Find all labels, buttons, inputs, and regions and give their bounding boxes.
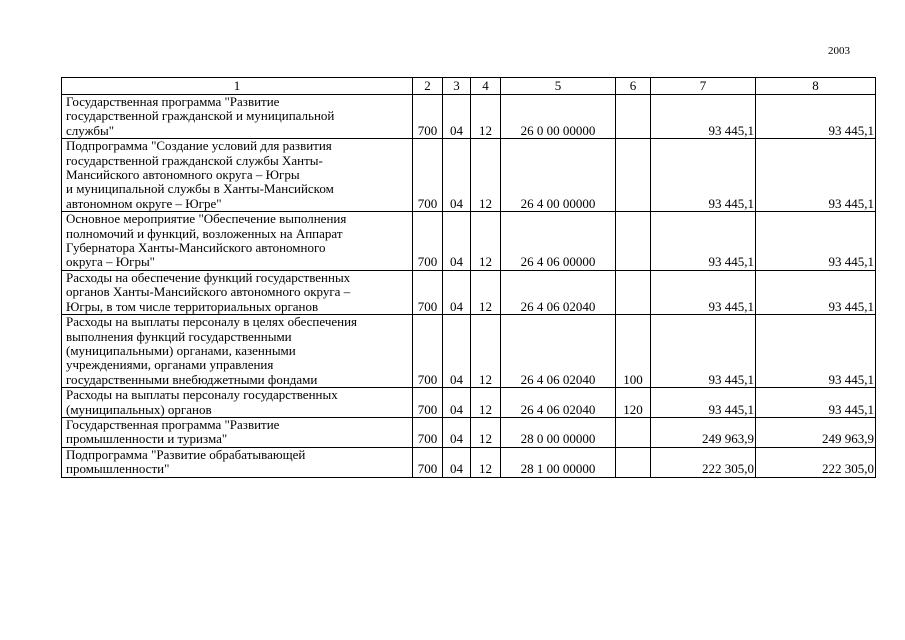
amount-col-8-cell: 93 445,1 bbox=[756, 95, 876, 139]
expense-type-code-cell bbox=[616, 417, 651, 447]
section-code-cell: 700 bbox=[413, 388, 443, 418]
column-header: 6 bbox=[616, 78, 651, 95]
row-name-cell bbox=[62, 388, 413, 418]
target-article-code-cell: 26 4 06 02040 bbox=[501, 270, 616, 314]
target-article-code-cell: 26 0 00 00000 bbox=[501, 95, 616, 139]
target-article-code-cell: 26 4 06 02040 bbox=[501, 388, 616, 418]
row-name-line: полномочий и функций, возложенных на Аппарат bbox=[66, 225, 343, 241]
column-header: 5 bbox=[501, 78, 616, 95]
row-name-line: государственными внебюджетными фондами bbox=[66, 371, 318, 387]
row-name-line: (муниципальных) органов bbox=[66, 401, 212, 417]
section-code-cell: 700 bbox=[413, 95, 443, 139]
section-code-cell: 700 bbox=[413, 139, 443, 212]
page-number: 2003 bbox=[828, 45, 850, 57]
amount-col-8-cell: 93 445,1 bbox=[756, 212, 876, 271]
table-row bbox=[62, 388, 876, 418]
amount-col-7-cell: 93 445,1 bbox=[651, 315, 756, 388]
row-name-line: округа – Югры" bbox=[66, 254, 155, 270]
target-article-code-cell: 28 1 00 00000 bbox=[501, 447, 616, 477]
subsection-code-cell: 04 bbox=[443, 417, 471, 447]
amount-col-8-cell: 249 963,9 bbox=[756, 417, 876, 447]
row-name-line: Государственная программа "Развитие bbox=[66, 94, 280, 109]
subsection-code-cell: 04 bbox=[443, 315, 471, 388]
section-code-cell: 700 bbox=[413, 270, 443, 314]
row-name-line: промышленности и туризма" bbox=[66, 431, 228, 447]
subsection-sub-code-cell: 12 bbox=[471, 212, 501, 271]
subsection-sub-code-cell: 12 bbox=[471, 270, 501, 314]
amount-col-7-cell: 93 445,1 bbox=[651, 270, 756, 314]
subsection-code-cell: 04 bbox=[443, 212, 471, 271]
row-name-line: Государственная программа "Развитие bbox=[66, 417, 280, 432]
row-name-cell bbox=[62, 139, 413, 212]
table-row bbox=[62, 417, 876, 447]
row-name-line: Расходы на выплаты персоналу государственных bbox=[66, 387, 338, 403]
column-header: 1 bbox=[62, 78, 413, 95]
row-name-cell bbox=[62, 212, 413, 271]
amount-col-8-cell: 93 445,1 bbox=[756, 388, 876, 418]
row-name-line: Югры, в том числе территориальных органов bbox=[66, 298, 319, 314]
row-name-line: (муниципальными) органами, казенными bbox=[66, 342, 296, 358]
amount-col-7-cell: 93 445,1 bbox=[651, 388, 756, 418]
table-header-row bbox=[62, 78, 876, 95]
target-article-code-cell: 26 4 06 00000 bbox=[501, 212, 616, 271]
amount-col-8-cell: 93 445,1 bbox=[756, 139, 876, 212]
subsection-code-cell: 04 bbox=[443, 139, 471, 212]
subsection-code-cell: 04 bbox=[443, 95, 471, 139]
column-header: 2 bbox=[413, 78, 443, 95]
table-row bbox=[62, 315, 876, 388]
section-code-cell: 700 bbox=[413, 417, 443, 447]
expense-type-code-cell bbox=[616, 270, 651, 314]
subsection-code-cell: 04 bbox=[443, 447, 471, 477]
budget-table bbox=[61, 77, 876, 478]
row-name-cell bbox=[62, 315, 413, 388]
amount-col-7-cell: 93 445,1 bbox=[651, 212, 756, 271]
row-name-cell bbox=[62, 270, 413, 314]
subsection-code-cell: 04 bbox=[443, 270, 471, 314]
section-code-cell: 700 bbox=[413, 447, 443, 477]
row-name-line: выполнения функций государственными bbox=[66, 328, 292, 344]
subsection-sub-code-cell: 12 bbox=[471, 95, 501, 139]
row-name-line: Расходы на выплаты персоналу в целях обеспечения bbox=[66, 314, 358, 330]
table-row bbox=[62, 447, 876, 477]
row-name-line: государственной гражданской и муниципальной bbox=[66, 108, 335, 124]
amount-col-7-cell: 93 445,1 bbox=[651, 139, 756, 212]
table-row bbox=[62, 270, 876, 314]
row-name-line: органов Ханты-Мансийского автономного округа – bbox=[66, 284, 351, 300]
amount-col-7-cell: 93 445,1 bbox=[651, 95, 756, 139]
row-name-line: Подпрограмма "Развитие обрабатывающей bbox=[66, 447, 306, 462]
row-name-line: промышленности" bbox=[66, 461, 170, 477]
column-header: 4 bbox=[471, 78, 501, 95]
row-name-line: Основное мероприятие "Обеспечение выполнения bbox=[66, 211, 347, 227]
amount-col-7-cell: 222 305,0 bbox=[651, 447, 756, 477]
column-header: 3 bbox=[443, 78, 471, 95]
row-name-line: и муниципальной службы в Ханты-Мансийском bbox=[66, 181, 334, 197]
section-code-cell: 700 bbox=[413, 315, 443, 388]
amount-col-7-cell: 249 963,9 bbox=[651, 417, 756, 447]
expense-type-code-cell: 100 bbox=[616, 315, 651, 388]
expense-type-code-cell bbox=[616, 212, 651, 271]
amount-col-8-cell: 222 305,0 bbox=[756, 447, 876, 477]
subsection-sub-code-cell: 12 bbox=[471, 447, 501, 477]
row-name-line: Расходы на обеспечение функций государственных bbox=[66, 270, 351, 285]
amount-col-8-cell: 93 445,1 bbox=[756, 270, 876, 314]
row-name-cell bbox=[62, 95, 413, 139]
target-article-code-cell: 26 4 00 00000 bbox=[501, 139, 616, 212]
subsection-sub-code-cell: 12 bbox=[471, 139, 501, 212]
column-header: 8 bbox=[756, 78, 876, 95]
target-article-code-cell: 26 4 06 02040 bbox=[501, 315, 616, 388]
expense-type-code-cell bbox=[616, 139, 651, 212]
target-article-code-cell: 28 0 00 00000 bbox=[501, 417, 616, 447]
table-row bbox=[62, 212, 876, 271]
column-header: 7 bbox=[651, 78, 756, 95]
expense-type-code-cell: 120 bbox=[616, 388, 651, 418]
row-name-line: государственной гражданской службы Ханты- bbox=[66, 152, 323, 168]
row-name-line: службы" bbox=[66, 122, 115, 138]
row-name-cell bbox=[62, 447, 413, 477]
section-code-cell: 700 bbox=[413, 212, 443, 271]
table-row bbox=[62, 139, 876, 212]
row-name-line: Подпрограмма "Создание условий для развития bbox=[66, 138, 332, 154]
row-name-line: Мансийского автономного округа – Югры bbox=[66, 167, 300, 183]
subsection-sub-code-cell: 12 bbox=[471, 417, 501, 447]
row-name-line: Губернатора Ханты-Мансийского автономного bbox=[66, 240, 326, 256]
table-body bbox=[62, 95, 876, 478]
row-name-line: автономном округе – Югре" bbox=[66, 195, 222, 211]
table-row bbox=[62, 95, 876, 139]
subsection-code-cell: 04 bbox=[443, 388, 471, 418]
expense-type-code-cell bbox=[616, 447, 651, 477]
amount-col-8-cell: 93 445,1 bbox=[756, 315, 876, 388]
expense-type-code-cell bbox=[616, 95, 651, 139]
row-name-cell bbox=[62, 417, 413, 447]
subsection-sub-code-cell: 12 bbox=[471, 388, 501, 418]
subsection-sub-code-cell: 12 bbox=[471, 315, 501, 388]
row-name-line: учреждениями, органами управления bbox=[66, 357, 274, 373]
